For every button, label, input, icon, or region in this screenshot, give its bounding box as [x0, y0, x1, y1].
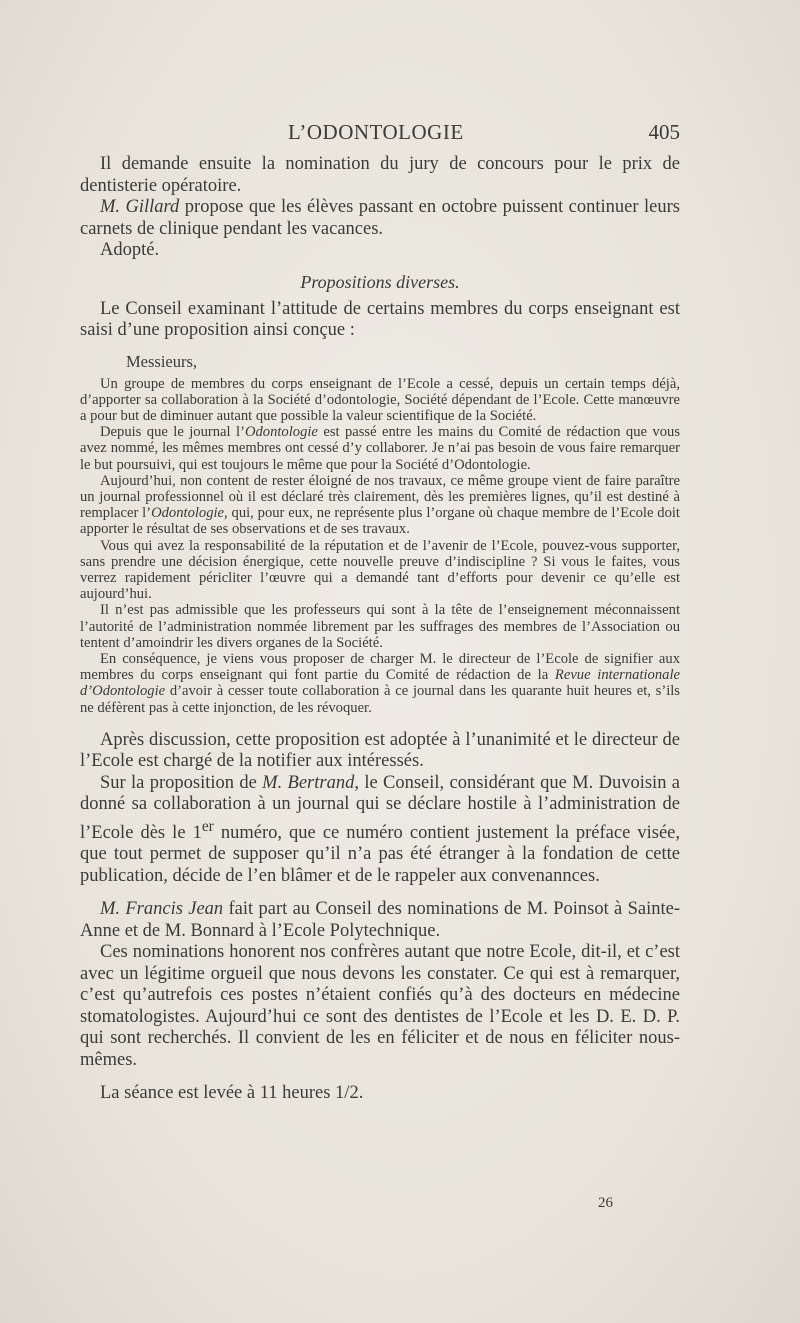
- letter-paragraph: Aujourd’hui, non content de rester éloigné de nos travaux, ce même groupe vient de faire paraître un journal professionnel où il est déclaré très clairement, dès les premières lignes, qu’il est destiné à remplacer l’Odontologie, qui, pour eux, ne représente plus l’organe où chaque membre de l’Ecole doit apporter le résultat de ses observations et de ses travaux.: [80, 472, 680, 538]
- paragraph: M. Gillard propose que les élèves passant en octobre puissent continuer leurs carnets de clinique pendant les vacances.: [80, 197, 680, 239]
- speaker-name: M. Francis Jean: [100, 899, 224, 920]
- paragraph: Ces nominations honorent nos confrères autant que notre Ecole, dit-il, et c’est avec un légitime orgueil que nous devons les constater. Ce qui est à remarquer, c’est qu’autrefois ces postes n’étaient confiés qu’à des docteurs en médecine stomatologistes. Aujourd’hui ce sont des dentistes de l’Ecole et les D. E. D. P. qui sont recherchés. Il convient de les en féliciter et de nous en féliciter nous-mêmes.: [80, 942, 680, 1070]
- letter-paragraph: Depuis que le journal l’Odontologie est passé entre les mains du Comité de rédaction que vous avez nommé, les mêmes membres ont cessé d’y collaborer. Je n’ai pas besoin de vous faire remarquer le but poursuivi, qui est toujours le même que pour la Société d’Odontologie.: [80, 424, 680, 473]
- paragraph: Sur la proposition de M. Bertrand, le Conseil, considérant que M. Duvoisin a donné sa collaboration à un journal qui se déclare hostile à l’administration de l’Ecole dès le 1er numéro, que ce numéro contient justement la préface visée, que tout permet de supposer qu’il n’a pas été étranger à la fondation de cette publication, décide de l’en blâmer et de le rappeler aux convenannces.: [80, 772, 680, 886]
- section-heading: Propositions diverses.: [300, 271, 460, 292]
- paragraph: Il demande ensuite la nomination du jury de concours pour le prix de dentisterie opératoire.: [80, 154, 680, 196]
- body-text: [80, 154, 680, 1105]
- letter-paragraph: En conséquence, je viens vous proposer de charger M. le directeur de l’Ecole de signifier aux membres du corps enseignant qui font partie du Comité de rédaction de la Revue internationale d’Odontologie d’avoir à cesser toute collaboration à ce journal dans les quarante huit heures et, s’ils ne défèrent pas à cette injonction, de les révoquer.: [80, 650, 680, 716]
- speaker-name: M. Bertrand: [262, 772, 355, 793]
- paragraph: Le Conseil examinant l’attitude de certains membres du corps enseignant est saisi d’une proposition ainsi conçue :: [80, 298, 680, 340]
- running-title: L’ODONTOLOGIE: [288, 120, 464, 144]
- page-number: 405: [648, 120, 680, 144]
- running-header: [80, 120, 680, 146]
- letter-paragraph: Il n’est pas admissible que les professeurs qui sont à la tête de l’enseignement méconnaissent l’autorité de l’administration nommée librement par les suffrages des membres de l’Association ou tentent d’amoindrir les divers organes de la Société.: [80, 602, 680, 651]
- speaker-name: M. Gillard: [100, 197, 180, 217]
- paragraph: M. Francis Jean fait part au Conseil des nominations de M. Poinsot à Sainte-Anne et de M. Bonnard à l’Ecole Polytechnique.: [80, 899, 680, 941]
- letter-paragraph: Un groupe de membres du corps enseignant de l’Ecole a cessé, depuis un certain temps déjà, d’apporter sa collaboration à la Société d’odontologie, Société dépendant de l’Ecole. Cette manœuvre a pour but de diminuer autant que possible la valeur scientifique de la Société.: [80, 375, 680, 424]
- paragraph: Après discussion, cette proposition est adoptée à l’unanimité et le directeur de l’Ecole est chargé de la notifier aux intéressés.: [80, 729, 680, 772]
- closing-line: La séance est levée à 11 heures 1/2.: [100, 1083, 364, 1104]
- paragraph: Adopté.: [100, 240, 160, 260]
- quoted-letter: [80, 352, 680, 716]
- letter-salutation: Messieurs,: [126, 351, 198, 371]
- letter-paragraph: Vous qui avez la responsabilité de la réputation et de l’avenir de l’Ecole, pouvez-vous supporter, sans prendre une décision énergique, cette nouvelle preuve d’indiscipline ? Si vous le faites, vous verrez rapidement péricliter l’œuvre qui a demandé tant d’efforts pour devenir ce qu’elle est aujourd’hui.: [80, 537, 680, 603]
- signature-mark: 26: [598, 1195, 613, 1211]
